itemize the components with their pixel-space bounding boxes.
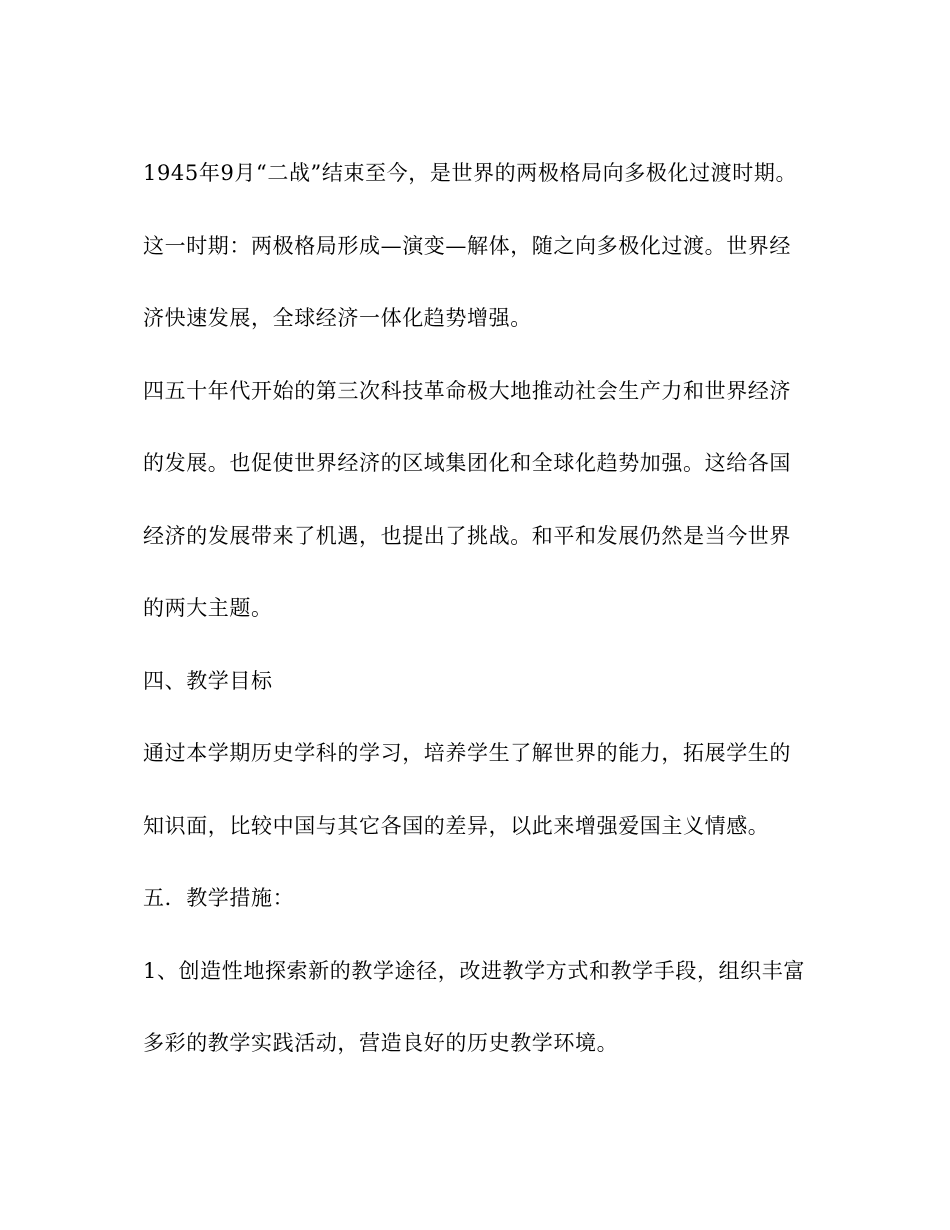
text-line: 这一时期：两极格局形成—演变—解体，随之向多极化过渡。世界经 <box>143 233 791 258</box>
text-line: 的发展。也促使世界经济的区域集团化和全球化趋势加强。这给各国 <box>143 451 791 475</box>
section-heading: 四、教学目标 <box>143 668 273 693</box>
text-line: 1、创造性地探索新的教学途径，改进教学方式和教学手段，组织丰富 <box>143 958 805 983</box>
text-line: 1945年9月“二战”结束至今，是世界的两极格局向多极化过渡时期。 <box>143 161 798 185</box>
text-line: 经济的发展带来了机遇，也提出了挑战。和平和发展仍然是当今世界 <box>143 523 791 548</box>
text-line: 的两大主题。 <box>143 596 273 620</box>
text-line: 知识面，比较中国与其它各国的差异，以此来增强爱国主义情感。 <box>143 813 770 838</box>
document-body <box>143 137 813 1080</box>
text-line: 多彩的教学实践活动，营造良好的历史教学环境。 <box>143 1031 619 1055</box>
section-heading: 五．教学措施： <box>143 886 295 910</box>
text-line: 四五十年代开始的第三次科技革命极大地推动社会生产力和世界经济 <box>143 378 791 403</box>
text-line: 通过本学期历史学科的学习，培养学生了解世界的能力，拓展学生的 <box>143 741 791 765</box>
text-line: 济快速发展，全球经济一体化趋势增强。 <box>143 306 532 330</box>
